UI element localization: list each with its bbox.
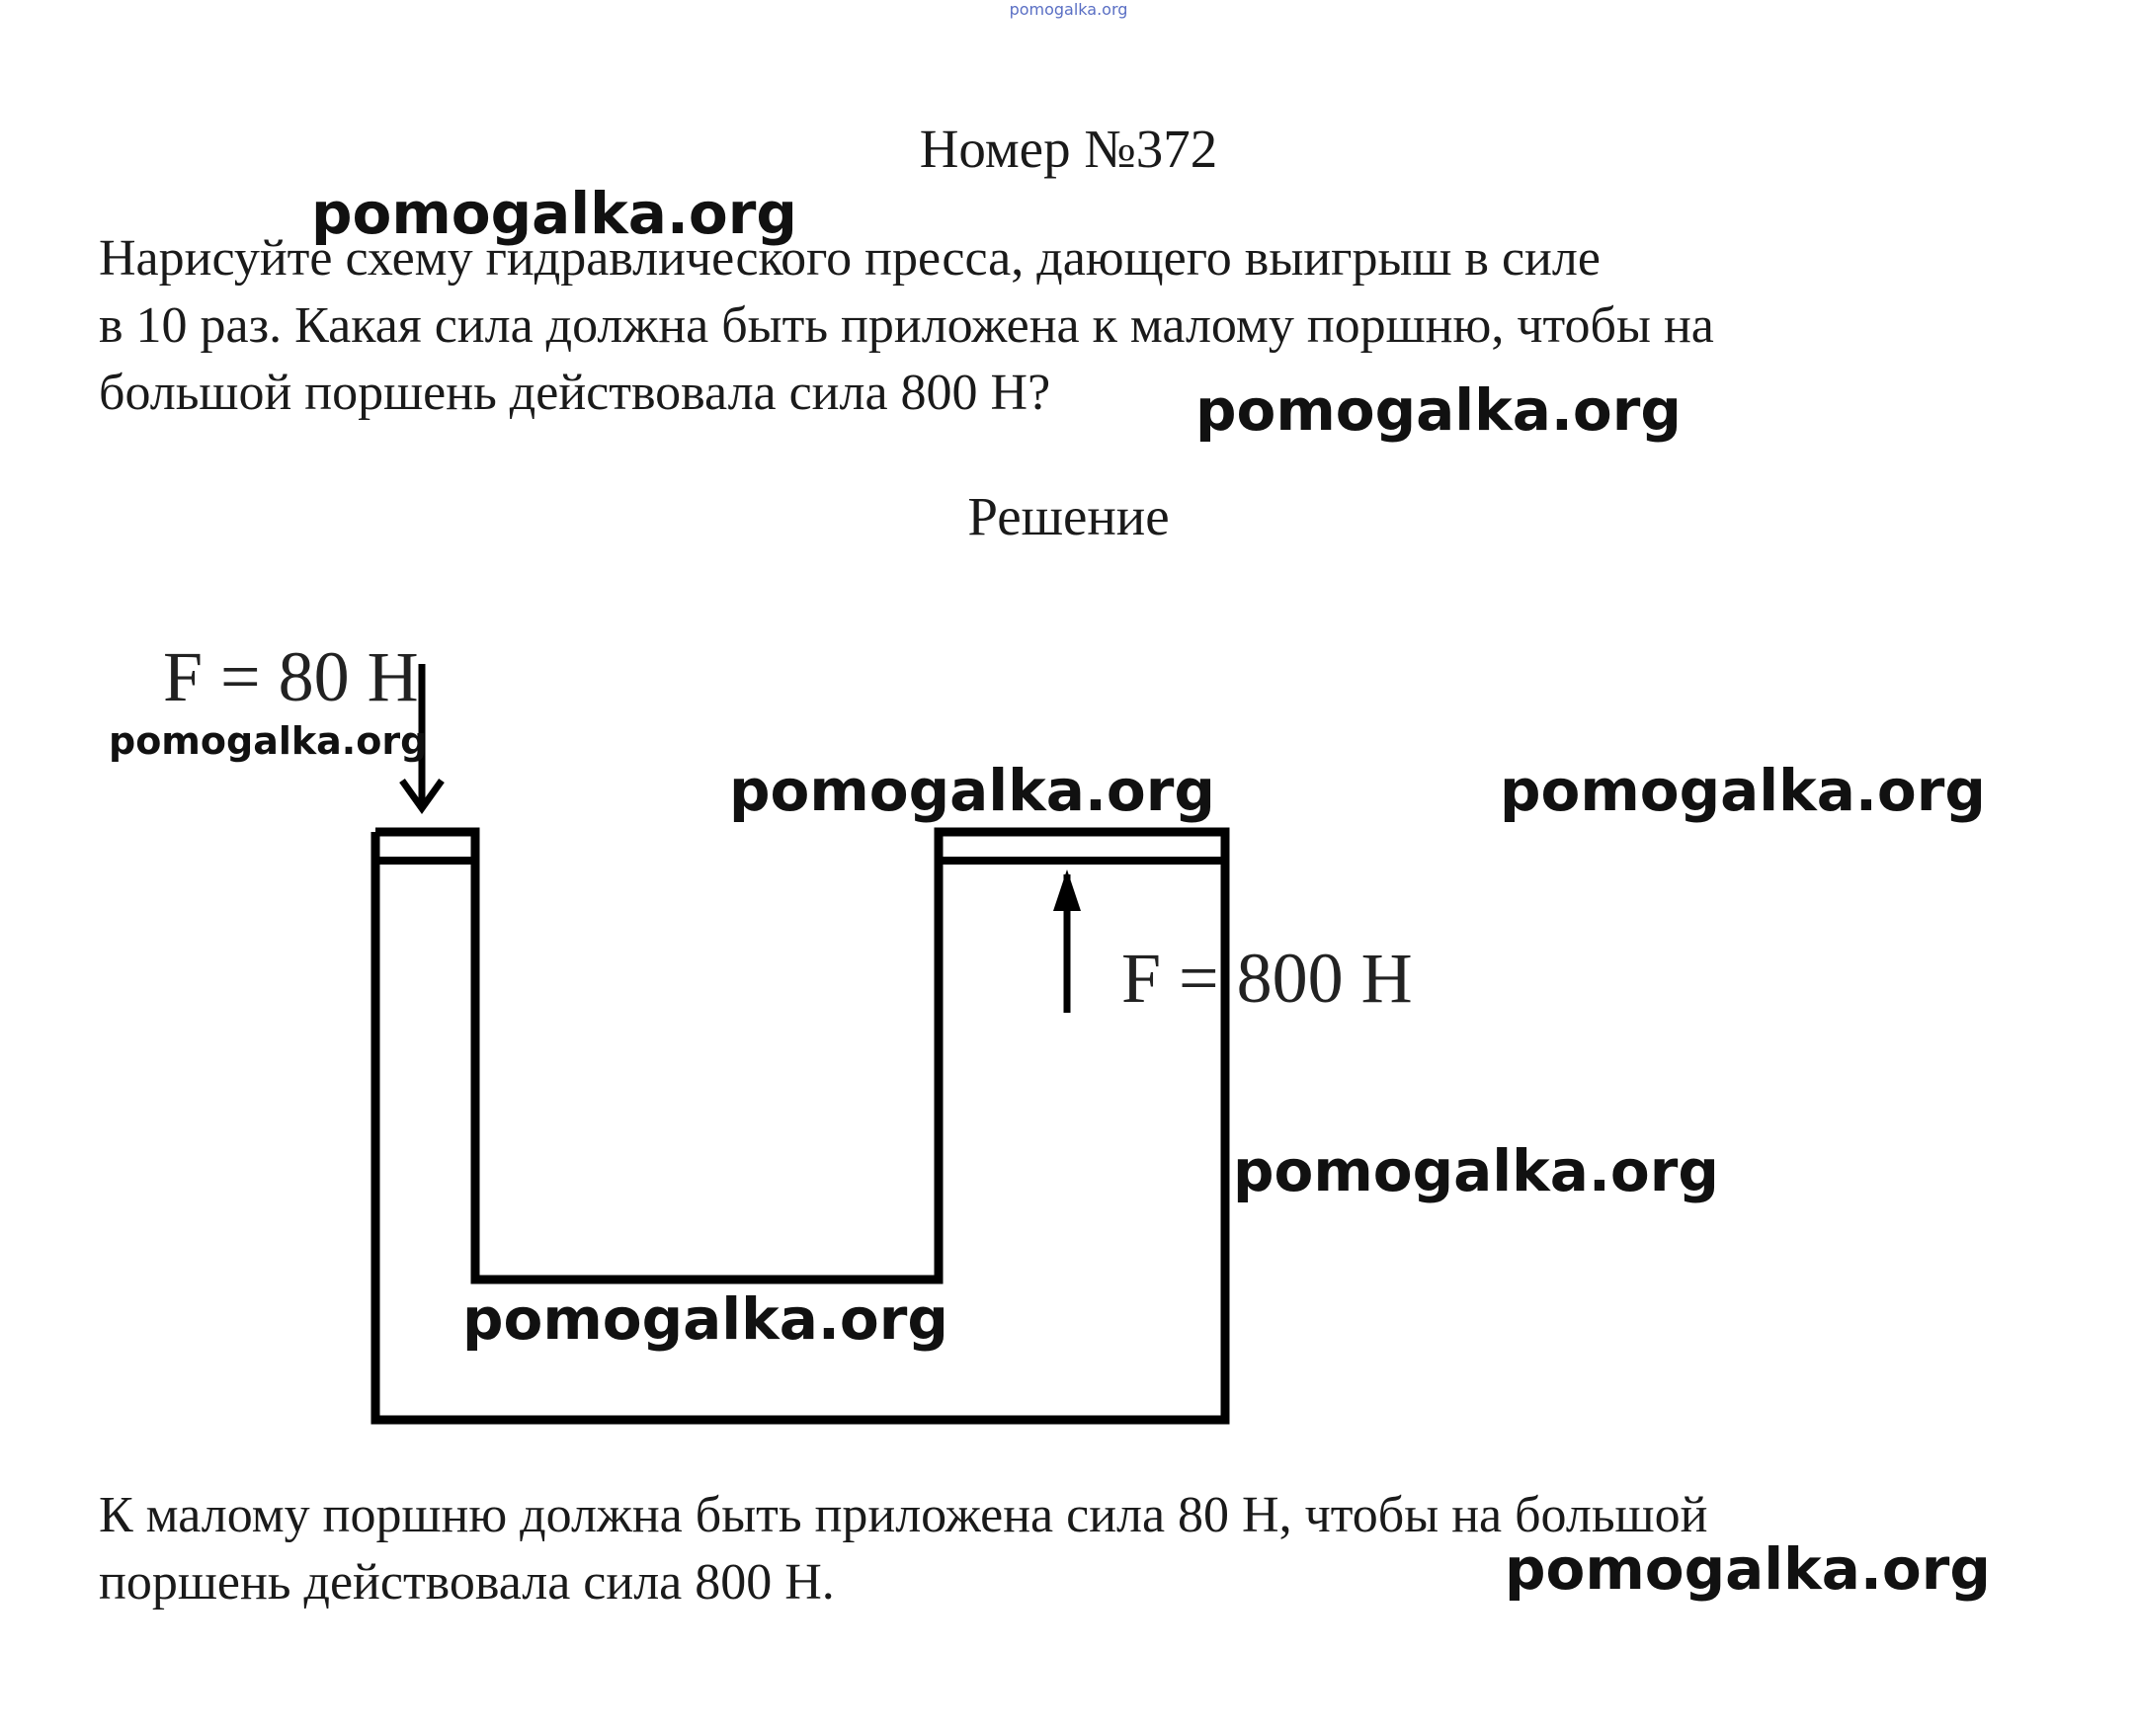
arrow-up-icon [1053,869,1081,1013]
answer-line: К малому поршню должна быть приложена сила 80 Н, чтобы на большой [99,1487,1708,1543]
watermark: pomogalka.org [1195,376,1682,444]
watermark: pomogalka.org [109,719,428,763]
header-watermark: pomogalka.org [1009,0,1128,19]
solution-heading: Решение [967,486,1170,546]
answer-line: поршень действовала сила 800 Н. [99,1554,835,1611]
problem-line: Нарисуйте схему гидравлического пресса, дающего выигрыш в силе [99,230,1601,287]
watermark: pomogalka.org [729,757,1215,824]
watermark: pomogalka.org [1505,1535,1991,1603]
small-force-label: F = 80 H [163,637,419,716]
problem-line: большой поршень действовала сила 800 Н? [99,365,1051,421]
watermark: pomogalka.org [1233,1137,1719,1204]
large-force-label: F = 800 H [1121,939,1413,1018]
answer-text [99,1482,1707,1616]
problem-line: в 10 раз. Какая сила должна быть приложена к малому поршню, чтобы на [99,297,1714,354]
watermark: pomogalka.org [311,180,797,247]
page-title: Номер №372 [919,119,1218,179]
watermark: pomogalka.org [462,1285,948,1353]
watermark: pomogalka.org [1500,757,1986,824]
